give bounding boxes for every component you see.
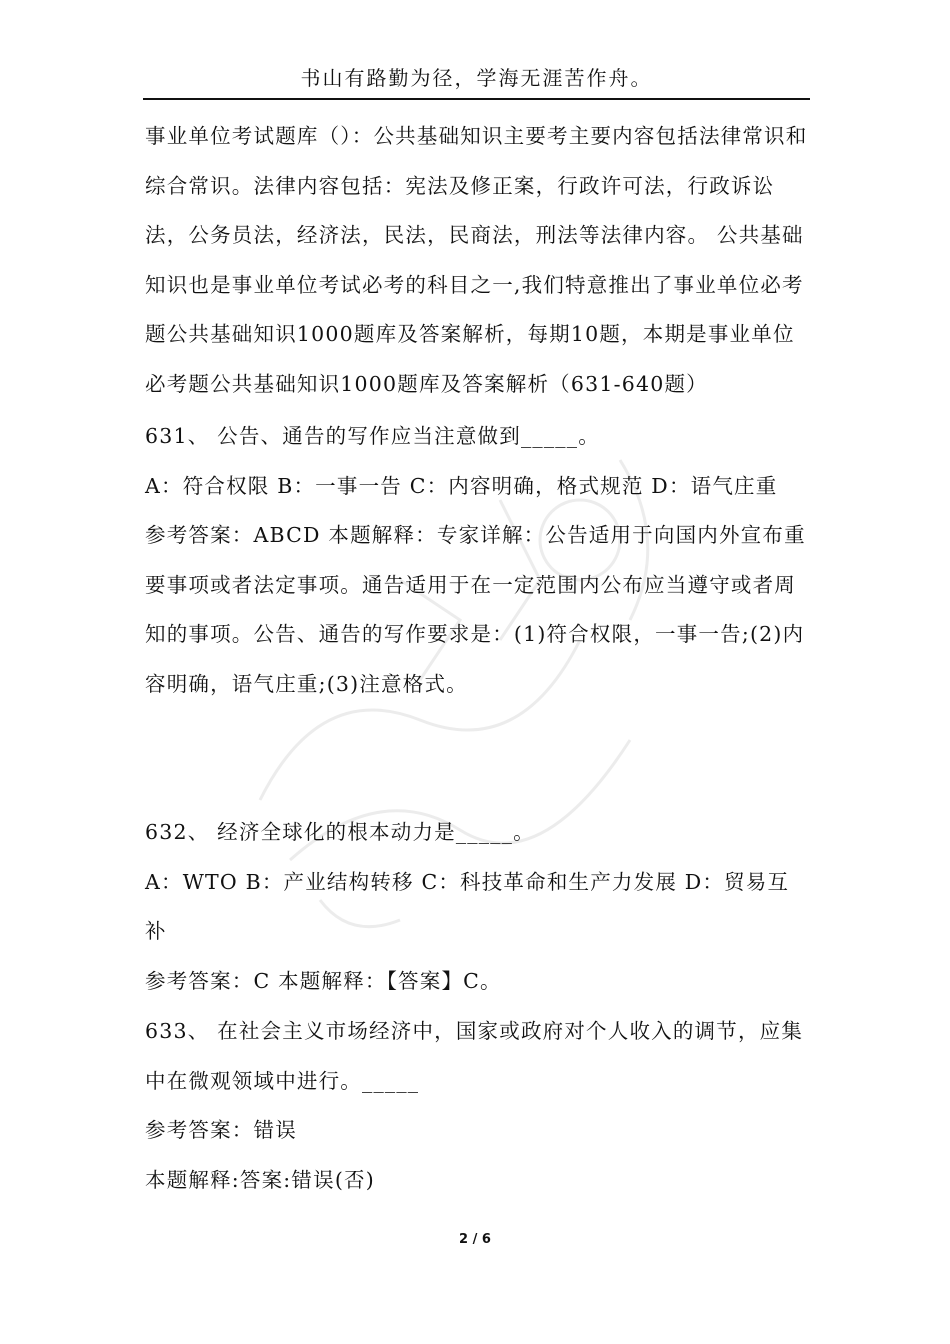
question-options: A：符合权限 B：一事一告 C：内容明确，格式规范 D：语气庄重: [145, 473, 778, 498]
question-stem: 633、 在社会主义市场经济中，国家或政府对个人收入的调节，应集中在微观领域中进行。_____: [145, 1019, 804, 1093]
question-explanation: 本题解释:答案:错误(否): [145, 1167, 375, 1192]
page-number: 2 / 6: [459, 1232, 491, 1247]
question-answer: 参考答案：C 本题解释：【答案】C。: [145, 968, 502, 993]
question-options: A：WTO B：产业结构转移 C：科技革命和生产力发展 D：贸易互补: [145, 869, 790, 943]
intro-text: 事业单位考试题库（）：公共基础知识主要考主要内容包括法律常识和综合常识。法律内容包括：宪法及修正案，行政许可法，行政诉讼法，公务员法，经济法，民法，民商法，刑法等法律内容。 公共基础知识也是事业单位考试必考的科目之一,我们特意推出了事业单位必考题公共基础知识1000题库及答案解析，每期10题，本期是事业单位必考题公共基础知识1000题库及答案解析（631-640题）: [145, 124, 808, 396]
question-631: [145, 412, 810, 709]
header-divider: [143, 98, 810, 100]
intro-paragraph: [145, 112, 810, 409]
page-header-motto: 书山有路勤为径，学海无涯苦作舟。: [300, 66, 653, 90]
question-633: [145, 1007, 810, 1205]
question-answer: 参考答案：ABCD 本题解释：专家详解：公告适用于向国内外宣布重要事项或者法定事项。通告适用于在一定范围内公布应当遵守或者周知的事项。公告、通告的写作要求是：(1)符合权限，一事一告;(2)内容明确，语气庄重;(3)注意格式。: [145, 523, 806, 696]
question-632: [145, 808, 810, 1006]
question-stem: 631、 公告、通告的写作应当注意做到_____。: [145, 424, 600, 448]
question-stem: 632、 经济全球化的根本动力是_____。: [145, 820, 535, 844]
question-answer: 参考答案：错误: [145, 1118, 297, 1142]
